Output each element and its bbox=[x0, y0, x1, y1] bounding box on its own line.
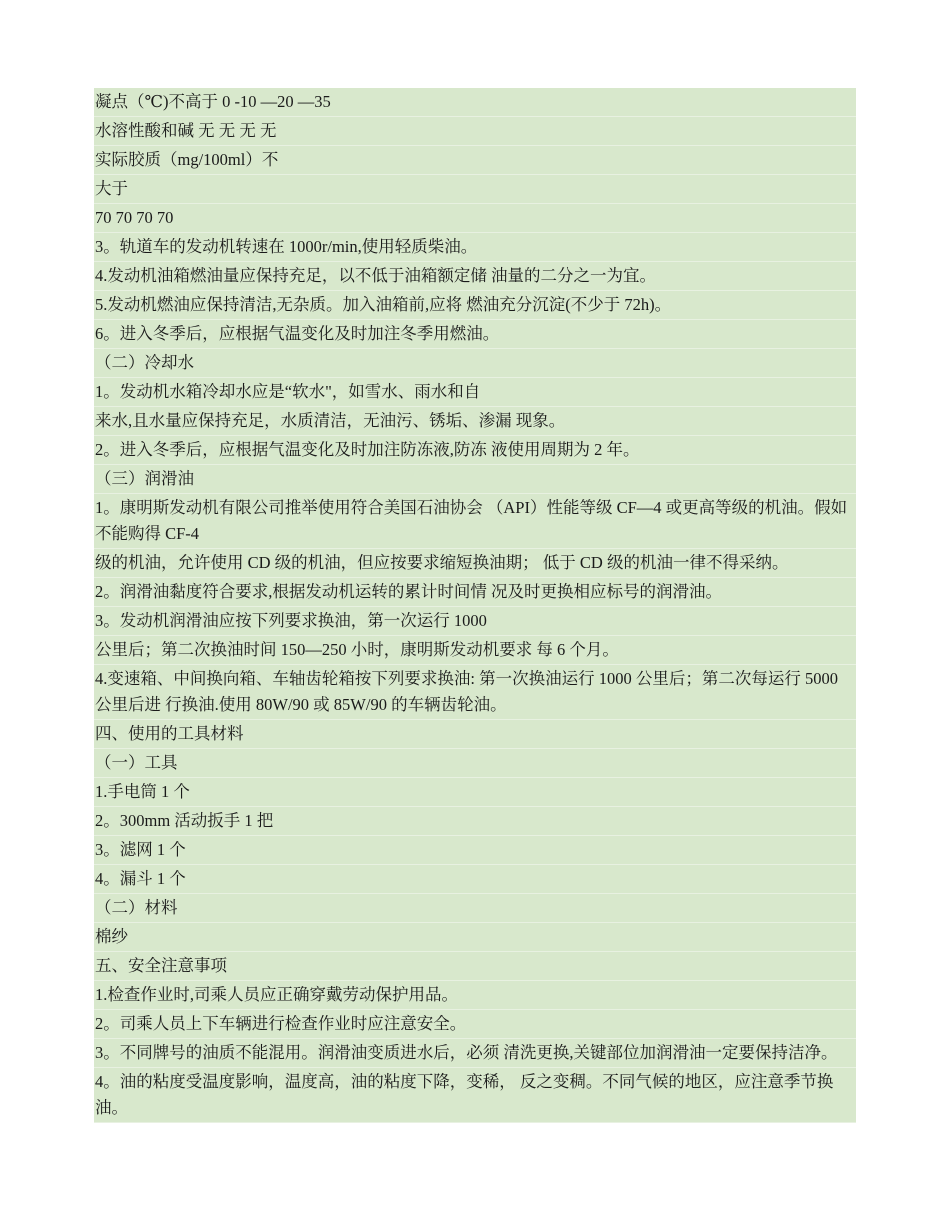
text-paragraph: 4。油的粘度受温度影响，温度高，油的粘度下降，变稀， 反之变稠。不同气候的地区，应注意季节换油。 bbox=[94, 1068, 856, 1123]
list-item: 棉纱 bbox=[94, 923, 856, 952]
text-line: 公里后；第二次换油时间 150—250 小时，康明斯发动机要求 每 6 个月。 bbox=[94, 636, 856, 665]
list-item: 2。300mm 活动扳手 1 把 bbox=[94, 807, 856, 836]
section-heading: （二）材料 bbox=[94, 894, 856, 923]
section-heading: 五、安全注意事项 bbox=[94, 952, 856, 981]
document-body bbox=[94, 88, 856, 1123]
list-item: 1.手电筒 1 个 bbox=[94, 778, 856, 807]
text-line: 6。进入冬季后，应根据气温变化及时加注冬季用燃油。 bbox=[94, 320, 856, 349]
text-line: 1。发动机水箱冷却水应是“软水"，如雪水、雨水和自 bbox=[94, 378, 856, 407]
text-paragraph: 1。康明斯发动机有限公司推举使用符合美国石油协会 （API）性能等级 CF—4 或更高等级的机油。假如不能购得 CF-4 bbox=[94, 494, 856, 549]
list-item: 3。滤网 1 个 bbox=[94, 836, 856, 865]
text-line: 水溶性酸和碱 无 无 无 无 bbox=[94, 117, 856, 146]
text-line: 2。润滑油黏度符合要求,根据发动机运转的累计时间情 况及时更换相应标号的润滑油。 bbox=[94, 578, 856, 607]
section-heading: （一）工具 bbox=[94, 749, 856, 778]
section-heading: （三）润滑油 bbox=[94, 465, 856, 494]
text-line: 1.检查作业时,司乘人员应正确穿戴劳动保护用品。 bbox=[94, 981, 856, 1010]
section-heading: （二）冷却水 bbox=[94, 349, 856, 378]
text-line: 5.发动机燃油应保持清洁,无杂质。加入油箱前,应将 燃油充分沉淀(不少于 72h)。 bbox=[94, 291, 856, 320]
text-paragraph: 3。不同牌号的油质不能混用。润滑油变质进水后，必须 清洗更换,关键部位加润滑油一定要保持洁净。 bbox=[94, 1039, 856, 1068]
text-line: 2。司乘人员上下车辆进行检查作业时应注意安全。 bbox=[94, 1010, 856, 1039]
text-line: 70 70 70 70 bbox=[94, 204, 856, 233]
text-line: 大于 bbox=[94, 175, 856, 204]
list-item: 4。漏斗 1 个 bbox=[94, 865, 856, 894]
text-line: 3。轨道车的发动机转速在 1000r/min,使用轻质柴油。 bbox=[94, 233, 856, 262]
text-line: 级的机油，允许使用 CD 级的机油，但应按要求缩短换油期； 低于 CD 级的机油一律不得采纳。 bbox=[94, 549, 856, 578]
text-line: 实际胶质（mg/100ml）不 bbox=[94, 146, 856, 175]
text-paragraph: 4.变速箱、中间换向箱、车轴齿轮箱按下列要求换油: 第一次换油运行 1000 公里后；第二次每运行 5000 公里后进 行换油.使用 80W/90 或 85W/90 的车辆齿轮油。 bbox=[94, 665, 856, 720]
text-line: 3。发动机润滑油应按下列要求换油，第一次运行 1000 bbox=[94, 607, 856, 636]
text-line: 2。进入冬季后，应根据气温变化及时加注防冻液,防冻 液使用周期为 2 年。 bbox=[94, 436, 856, 465]
text-line: 来水,且水量应保持充足，水质清洁，无油污、锈垢、渗漏 现象。 bbox=[94, 407, 856, 436]
text-line: 凝点（℃)不高于 0 -10 —20 —35 bbox=[94, 88, 856, 117]
text-line: 4.发动机油箱燃油量应保持充足，以不低于油箱额定储 油量的二分之一为宜。 bbox=[94, 262, 856, 291]
section-heading: 四、使用的工具材料 bbox=[94, 720, 856, 749]
